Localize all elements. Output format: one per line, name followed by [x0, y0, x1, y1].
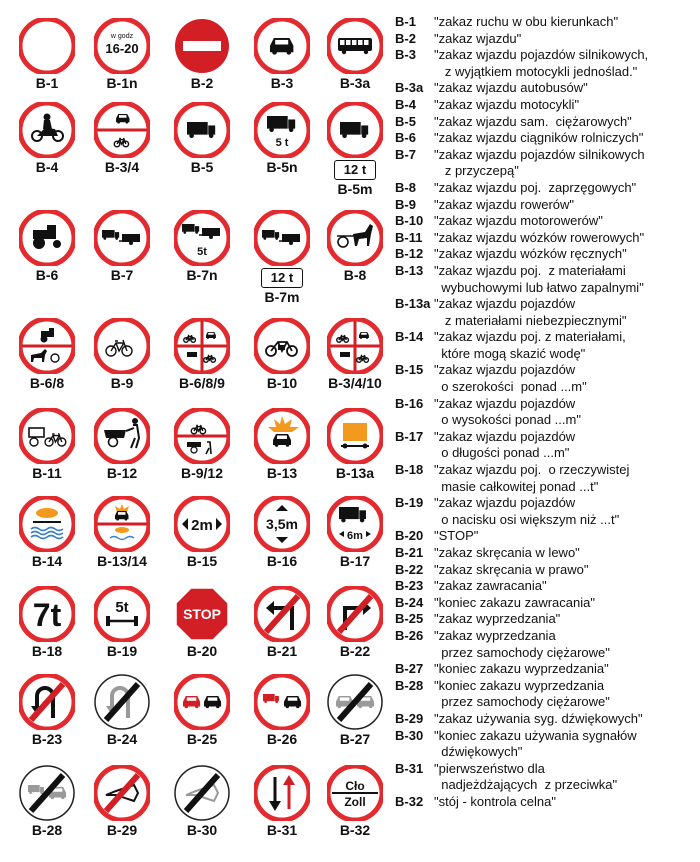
sign-b-23 [10, 674, 84, 747]
legend-entry [395, 147, 695, 180]
legend-code: B-11 [395, 229, 423, 245]
legend-code: B-15 [395, 362, 424, 378]
sign-code: B-9 [110, 375, 134, 391]
svg-text:STOP: STOP [183, 606, 221, 622]
legend-description: "zakaz wjazdu pojazdów silnikowych z przyczepą" [434, 146, 645, 179]
moped-icon [254, 318, 310, 374]
legend-description: "zakaz wjazdu pojazdów o długości ponad ...m" [434, 428, 576, 461]
legend-code: B-29 [395, 710, 424, 726]
legend-entry [395, 562, 695, 579]
sign-b-6-8 [10, 318, 84, 391]
sign-code: B-31 [266, 822, 298, 838]
legend-code: B-18 [395, 462, 424, 478]
sign-code: B-29 [106, 822, 138, 838]
legend-entry [395, 595, 695, 612]
sign-b-29 [85, 765, 159, 838]
legend-code: B-32 [395, 793, 424, 809]
no-uturn-icon [19, 674, 75, 730]
legend-entry [395, 130, 695, 147]
end-overtake-truck-icon [19, 765, 75, 821]
legend-entry [395, 528, 695, 545]
sign-code: B-32 [339, 822, 371, 838]
sign-b-9 [85, 318, 159, 391]
sign-code: B-16 [266, 553, 298, 569]
stop-icon [174, 586, 230, 642]
sign-code: B-2 [190, 75, 214, 91]
car-trailer-icon [94, 210, 150, 266]
legend-code: B-5 [395, 113, 416, 129]
sign-b-9-12 [165, 408, 239, 481]
sign-code: B-3/4/10 [328, 375, 382, 391]
svg-text:5t: 5t [197, 246, 207, 258]
priority-oncoming-icon [254, 765, 310, 821]
sign-b-21 [245, 586, 319, 659]
legend-description: "zakaz wjazdu autobusów" [434, 80, 588, 96]
tractor-icon [19, 210, 75, 266]
sign-code: B-7m [264, 289, 300, 305]
sign-code: B-10 [266, 375, 298, 391]
handcart-icon [94, 408, 150, 464]
sign-b-27 [318, 674, 392, 747]
legend-description: "stój - kontrola celna" [434, 793, 556, 809]
sign-code: B-3/4 [104, 159, 140, 175]
no-overtake-truck-icon [254, 674, 310, 730]
legend-code: B-24 [395, 594, 424, 610]
legend-description: "zakaz wjazdu ciągników rolniczych" [434, 130, 644, 146]
sign-b-7 [85, 210, 159, 283]
supplementary-plate: 12 t [334, 160, 376, 180]
legend-description: "zakaz skręcania w lewo" [434, 545, 580, 560]
car-trailer-icon [174, 210, 230, 266]
sign-b-16 [245, 496, 319, 569]
sign-b-3-4-10 [318, 318, 392, 391]
sign-b-1n [85, 18, 159, 91]
length-icon [327, 496, 383, 552]
legend-code: B-27 [395, 661, 424, 677]
sign-code: B-14 [31, 553, 63, 569]
legend-description: "STOP" [434, 528, 479, 544]
sign-b-4 [10, 102, 84, 175]
legend-description: "zakaz wyprzedzania" [434, 611, 561, 627]
sign-code: B-30 [186, 822, 218, 838]
svg-text:7t: 7t [32, 597, 62, 633]
legend-entry [395, 728, 695, 761]
legend-description: "zakaz wjazdu wózków rowerowych" [434, 229, 645, 245]
sign-code: B-17 [339, 553, 371, 569]
multi-icon [327, 318, 383, 374]
legend-description: "zakaz wjazdu pojazdów silnikowych, z wyjątkiem motocykli jednoślad." [434, 47, 649, 79]
sign-b-26 [245, 674, 319, 747]
legend-code: B-26 [395, 627, 424, 643]
sign-code: B-7n [186, 267, 218, 283]
legend-entry [395, 80, 695, 97]
sign-code: B-18 [31, 643, 63, 659]
car-icon [254, 18, 310, 74]
sign-b-25 [165, 674, 239, 747]
legend-code: B-2 [395, 30, 416, 46]
sign-code: B-11 [32, 465, 62, 481]
legend-code: B-13a [395, 296, 431, 312]
legend-code: B-9 [395, 196, 416, 212]
legend-entry [395, 329, 695, 362]
supplementary-plate: 12 t [261, 268, 303, 288]
sign-code: B-8 [343, 267, 367, 283]
sign-code: B-20 [186, 643, 218, 659]
legend-entry [395, 180, 695, 197]
sign-code: B-5m [337, 181, 373, 197]
hazmat-icon [327, 408, 383, 464]
legend-entry [395, 611, 695, 628]
water-icon [19, 496, 75, 552]
legend-entry [395, 396, 695, 429]
sign-b-8 [318, 210, 392, 283]
truck-icon [254, 102, 310, 158]
legend-code: B-12 [395, 246, 424, 262]
sign-code: B-6/8 [29, 375, 65, 391]
legend-description: "zakaz wjazdu poj. z materiałami wybuchowymi lub łatwo zapalnymi" [434, 262, 644, 295]
end-uturn-icon [94, 674, 150, 730]
legend-description: "zakaz wjazdu pojazdów o nacisku osi większym niż ...t" [434, 495, 620, 527]
svg-text:Cło: Cło [345, 779, 365, 793]
bus-icon [327, 18, 383, 74]
legend-code: B-22 [395, 561, 424, 577]
legend-entry [395, 213, 695, 230]
legend-entry [395, 230, 695, 247]
sign-code: B-6/8/9 [179, 375, 225, 391]
svg-text:2m: 2m [191, 517, 213, 534]
legend-entry [395, 246, 695, 263]
sign-code: B-4 [35, 159, 59, 175]
sign-b-7m [245, 210, 319, 305]
legend-code: B-13 [395, 262, 424, 278]
axle-icon [94, 586, 150, 642]
sign-code: B-25 [186, 731, 218, 747]
sign-code: B-6 [35, 267, 59, 283]
sign-code: B-9/12 [180, 465, 224, 481]
sign-code: B-5 [190, 159, 214, 175]
legend-description: "zakaz wjazdu poj. o rzeczywistej masie całkowitej ponad ...t" [434, 462, 630, 494]
legend-entry [395, 462, 695, 495]
legend-code: B-21 [395, 545, 424, 560]
legend-code: B-7 [395, 146, 416, 162]
svg-text:16-20: 16-20 [105, 41, 139, 56]
sign-b-30 [165, 765, 239, 838]
sign-code: B-21 [266, 643, 298, 659]
weight-icon [19, 586, 75, 642]
legend-description: "zakaz wjazdu rowerów" [434, 196, 575, 212]
no-left-icon [254, 586, 310, 642]
sign-b-18 [10, 586, 84, 659]
sign-b-10 [245, 318, 319, 391]
sign-code: B-23 [31, 731, 63, 747]
legend-entry [395, 628, 695, 661]
explosive-icon [254, 408, 310, 464]
sign-b-3 [245, 18, 319, 91]
legend-list [395, 14, 695, 811]
sign-b-24 [85, 674, 159, 747]
legend-code: B-6 [395, 130, 416, 146]
legend-description: "zakaz wjazdu poj. zaprzęgowych" [434, 179, 637, 195]
legend-description: "zakaz wjazdu" [434, 30, 522, 46]
legend-description: "zakaz wjazdu pojazdów o szerokości ponad ...m" [434, 362, 587, 395]
horse-cart-icon [327, 210, 383, 266]
legend-description: "zakaz używania syg. dźwiękowych" [434, 710, 643, 726]
end-overtake-icon [327, 674, 383, 730]
legend-code: B-23 [395, 578, 424, 594]
sign-code: B-13/14 [97, 553, 147, 569]
sign-b-13-14 [85, 496, 159, 569]
legend-description: "zakaz ruchu w obu kierunkach" [434, 14, 619, 29]
sign-b-14 [10, 496, 84, 569]
sign-code: B-7 [110, 267, 134, 283]
legend-entry [395, 661, 695, 678]
motorcycle-icon [19, 102, 75, 158]
sign-code: B-13a [335, 465, 375, 481]
legend-code: B-16 [395, 395, 424, 411]
sign-code: B-3a [339, 75, 371, 91]
legend-entry [395, 678, 695, 711]
legend-code: B-31 [395, 760, 424, 776]
car-motorcycle-icon [94, 102, 150, 158]
legend-description: "koniec zakazu zawracania" [434, 594, 595, 610]
legend-entry [395, 47, 695, 80]
sign-b-3a [318, 18, 392, 91]
svg-text:5 t: 5 t [275, 137, 289, 149]
sign-b-12 [85, 408, 159, 481]
truck-icon [174, 102, 230, 158]
legend-description: "zakaz wjazdu poj. z materiałami, które mogą skazić wodę" [434, 329, 626, 361]
legend-description: "zakaz wjazdu pojazdów o wysokości ponad ...m" [434, 395, 581, 428]
legend-entry [395, 711, 695, 728]
sign-code: B-27 [339, 731, 371, 747]
svg-text:5t: 5t [115, 599, 129, 616]
legend-description: "koniec zakazu używania sygnałów dźwiękowych" [434, 727, 637, 760]
svg-text:3,5m: 3,5m [266, 516, 298, 532]
sign-code: B-1 [35, 75, 59, 91]
legend-entry [395, 794, 695, 811]
sign-code: B-5n [266, 159, 298, 175]
width-icon [174, 496, 230, 552]
legend-entry [395, 97, 695, 114]
legend-code: B-4 [395, 96, 416, 112]
cargo-bike-icon [19, 408, 75, 464]
multi-icon [174, 318, 230, 374]
legend-description: "zakaz wjazdu wózków ręcznych" [434, 246, 627, 262]
sign-code: B-12 [106, 465, 138, 481]
legend-code: B-14 [395, 329, 424, 345]
sign-b-7n [165, 210, 239, 283]
no-overtake-icon [174, 674, 230, 730]
legend-description: "koniec zakazu wyprzedzania" [434, 661, 609, 677]
legend-code: B-20 [395, 528, 424, 544]
legend-entry [395, 495, 695, 528]
legend-description: "zakaz wjazdu motocykli" [434, 96, 580, 112]
sign-code: B-24 [106, 731, 138, 747]
legend-description: "zakaz wyprzedzania przez samochody ciężarowe" [434, 627, 610, 660]
end-horn-icon [174, 765, 230, 821]
sign-code: B-1n [106, 75, 138, 91]
legend-entry [395, 114, 695, 131]
legend-entry [395, 31, 695, 48]
legend-entry [395, 14, 695, 31]
explosive-water-icon [94, 496, 150, 552]
sign-b-17 [318, 496, 392, 569]
tractor-horse-icon [19, 318, 75, 374]
legend-code: B-30 [395, 727, 424, 743]
sign-code: B-19 [106, 643, 138, 659]
sign-code: B-13 [266, 465, 298, 481]
sign-b-2 [165, 18, 239, 91]
legend-code: B-8 [395, 179, 416, 195]
sign-b-3-4 [85, 102, 159, 175]
svg-text:Zoll: Zoll [344, 795, 366, 809]
sign-b-13a [318, 408, 392, 481]
horn-icon [94, 765, 150, 821]
sign-code: B-15 [186, 553, 218, 569]
svg-text:6m: 6m [347, 530, 363, 542]
legend-entry [395, 429, 695, 462]
sign-b-5 [165, 102, 239, 175]
sign-code: B-22 [339, 643, 371, 659]
legend-code: B-17 [395, 428, 424, 444]
sign-code: B-3 [270, 75, 294, 91]
legend-description: "zakaz zawracania" [434, 578, 547, 594]
legend-code: B-25 [395, 611, 424, 627]
height-icon [254, 496, 310, 552]
sign-b-13 [245, 408, 319, 481]
sign-b-19 [85, 586, 159, 659]
car-trailer-icon [254, 210, 310, 266]
sign-b-5n [245, 102, 319, 175]
sign-code: B-28 [31, 822, 63, 838]
customs-icon [327, 765, 383, 821]
legend-entry [395, 263, 695, 296]
sign-b-28 [10, 765, 84, 838]
sign-b-11 [10, 408, 84, 481]
sign-b-31 [245, 765, 319, 838]
sign-b-1 [10, 18, 84, 91]
sign-b-15 [165, 496, 239, 569]
sign-b-22 [318, 586, 392, 659]
legend-code: B-3a [395, 80, 424, 96]
sign-b-5m [318, 102, 392, 197]
legend-code: B-3 [395, 47, 416, 63]
legend-description: "zakaz wjazdu motorowerów" [434, 213, 603, 229]
legend-entry [395, 197, 695, 214]
bicycle-icon [94, 318, 150, 374]
legend-entry [395, 296, 695, 329]
truck-icon [327, 102, 383, 158]
legend-entry [395, 545, 695, 562]
bike-handcart-icon [174, 408, 230, 464]
legend-description: "pierwszeństwo dla nadjeżdżających z przeciwka" [434, 760, 618, 793]
empty-icon [19, 18, 75, 74]
sign-b-6 [10, 210, 84, 283]
legend-description: "zakaz wjazdu pojazdów z materiałami niebezpiecznymi" [434, 296, 627, 328]
legend-entry [395, 578, 695, 595]
legend-description: "zakaz wjazdu sam. ciężarowych" [434, 113, 632, 129]
legend-description: "koniec zakazu wyprzedzania przez samochody ciężarowe" [434, 677, 610, 710]
legend-entry [395, 761, 695, 794]
legend-code: B-1 [395, 14, 416, 29]
svg-text:w godz: w godz [110, 33, 134, 40]
no-entry-icon [174, 18, 230, 74]
sign-b-20 [165, 586, 239, 659]
legend-code: B-10 [395, 213, 424, 229]
sign-b-6-8-9 [165, 318, 239, 391]
time-plate-icon [94, 18, 150, 74]
sign-code: B-26 [266, 731, 298, 747]
legend-entry [395, 362, 695, 395]
sign-b-32 [318, 765, 392, 838]
legend-description: "zakaz skręcania w prawo" [434, 561, 589, 577]
no-right-icon [327, 586, 383, 642]
legend-code: B-19 [395, 495, 424, 511]
legend-code: B-28 [395, 677, 424, 693]
